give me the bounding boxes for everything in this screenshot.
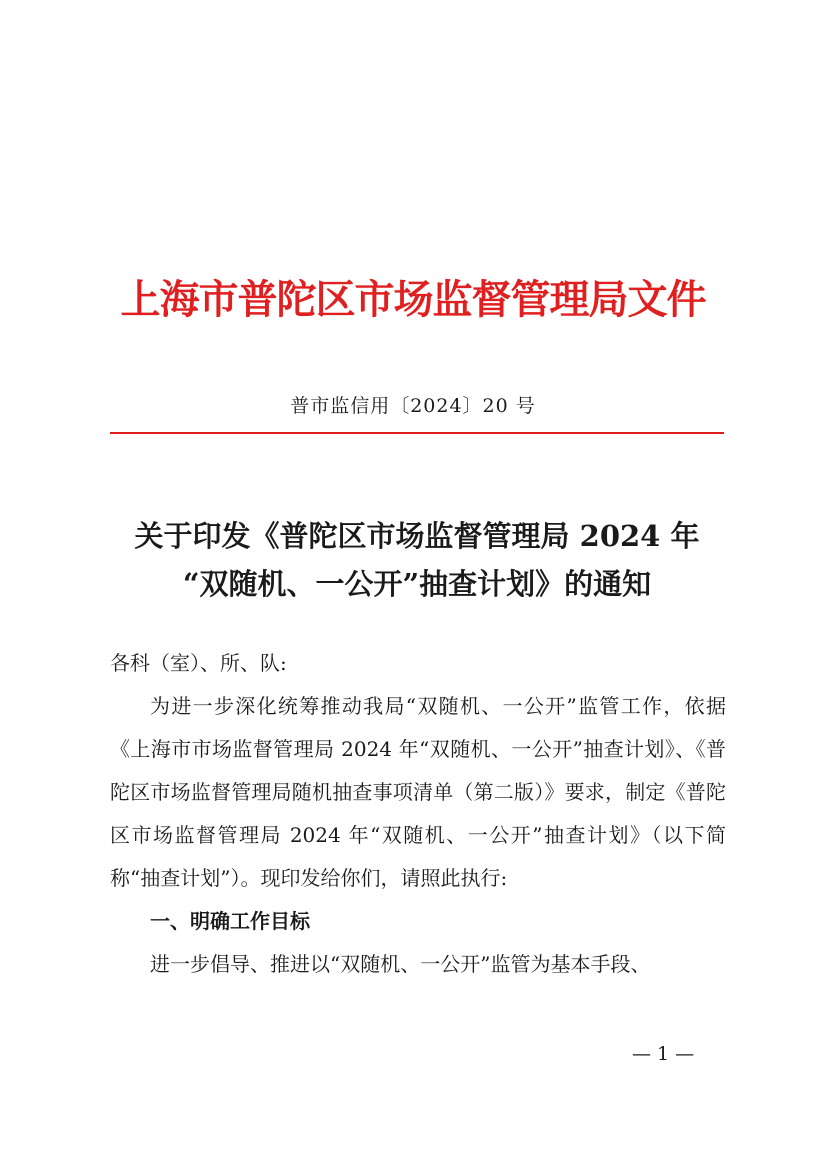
salutation: 各科（室）、所、队: [110,651,287,675]
red-separator-line [110,432,724,434]
section-heading-1: 一、明确工作目标 [150,909,310,933]
notice-title-line-1: 关于印发《普陀区市场监督管理局 2024 年 [134,519,700,553]
body-paragraph-2: 进一步倡导、推进以“双随机、一公开”监管为基本手段、 [150,952,651,976]
body-paragraph-1: 为进一步深化统筹推动我局“双随机、一公开”监管工作，依据《上海市市场监督管理局 2024 年“双随机、一公开”抽查计划》、《普陀区市场监督管理局随机抽查事项清单（第二版）》要求，制定《普陀区市场监督管理局 2024 年“双随机、一公开”抽查计划》（以下简称“抽查计划”）。现印发给你们，请照此执行: [110,694,726,890]
document-body [110,642,726,986]
page-number: — 1 — [632,1043,695,1065]
issuing-authority-header: 上海市普陀区市场监督管理局文件 [120,276,706,323]
notice-title [110,512,724,608]
notice-title-line-2: “双随机、一公开”抽查计划》的通知 [182,567,652,601]
document-number: 普市监信用〔2024〕20 号 [290,395,536,417]
